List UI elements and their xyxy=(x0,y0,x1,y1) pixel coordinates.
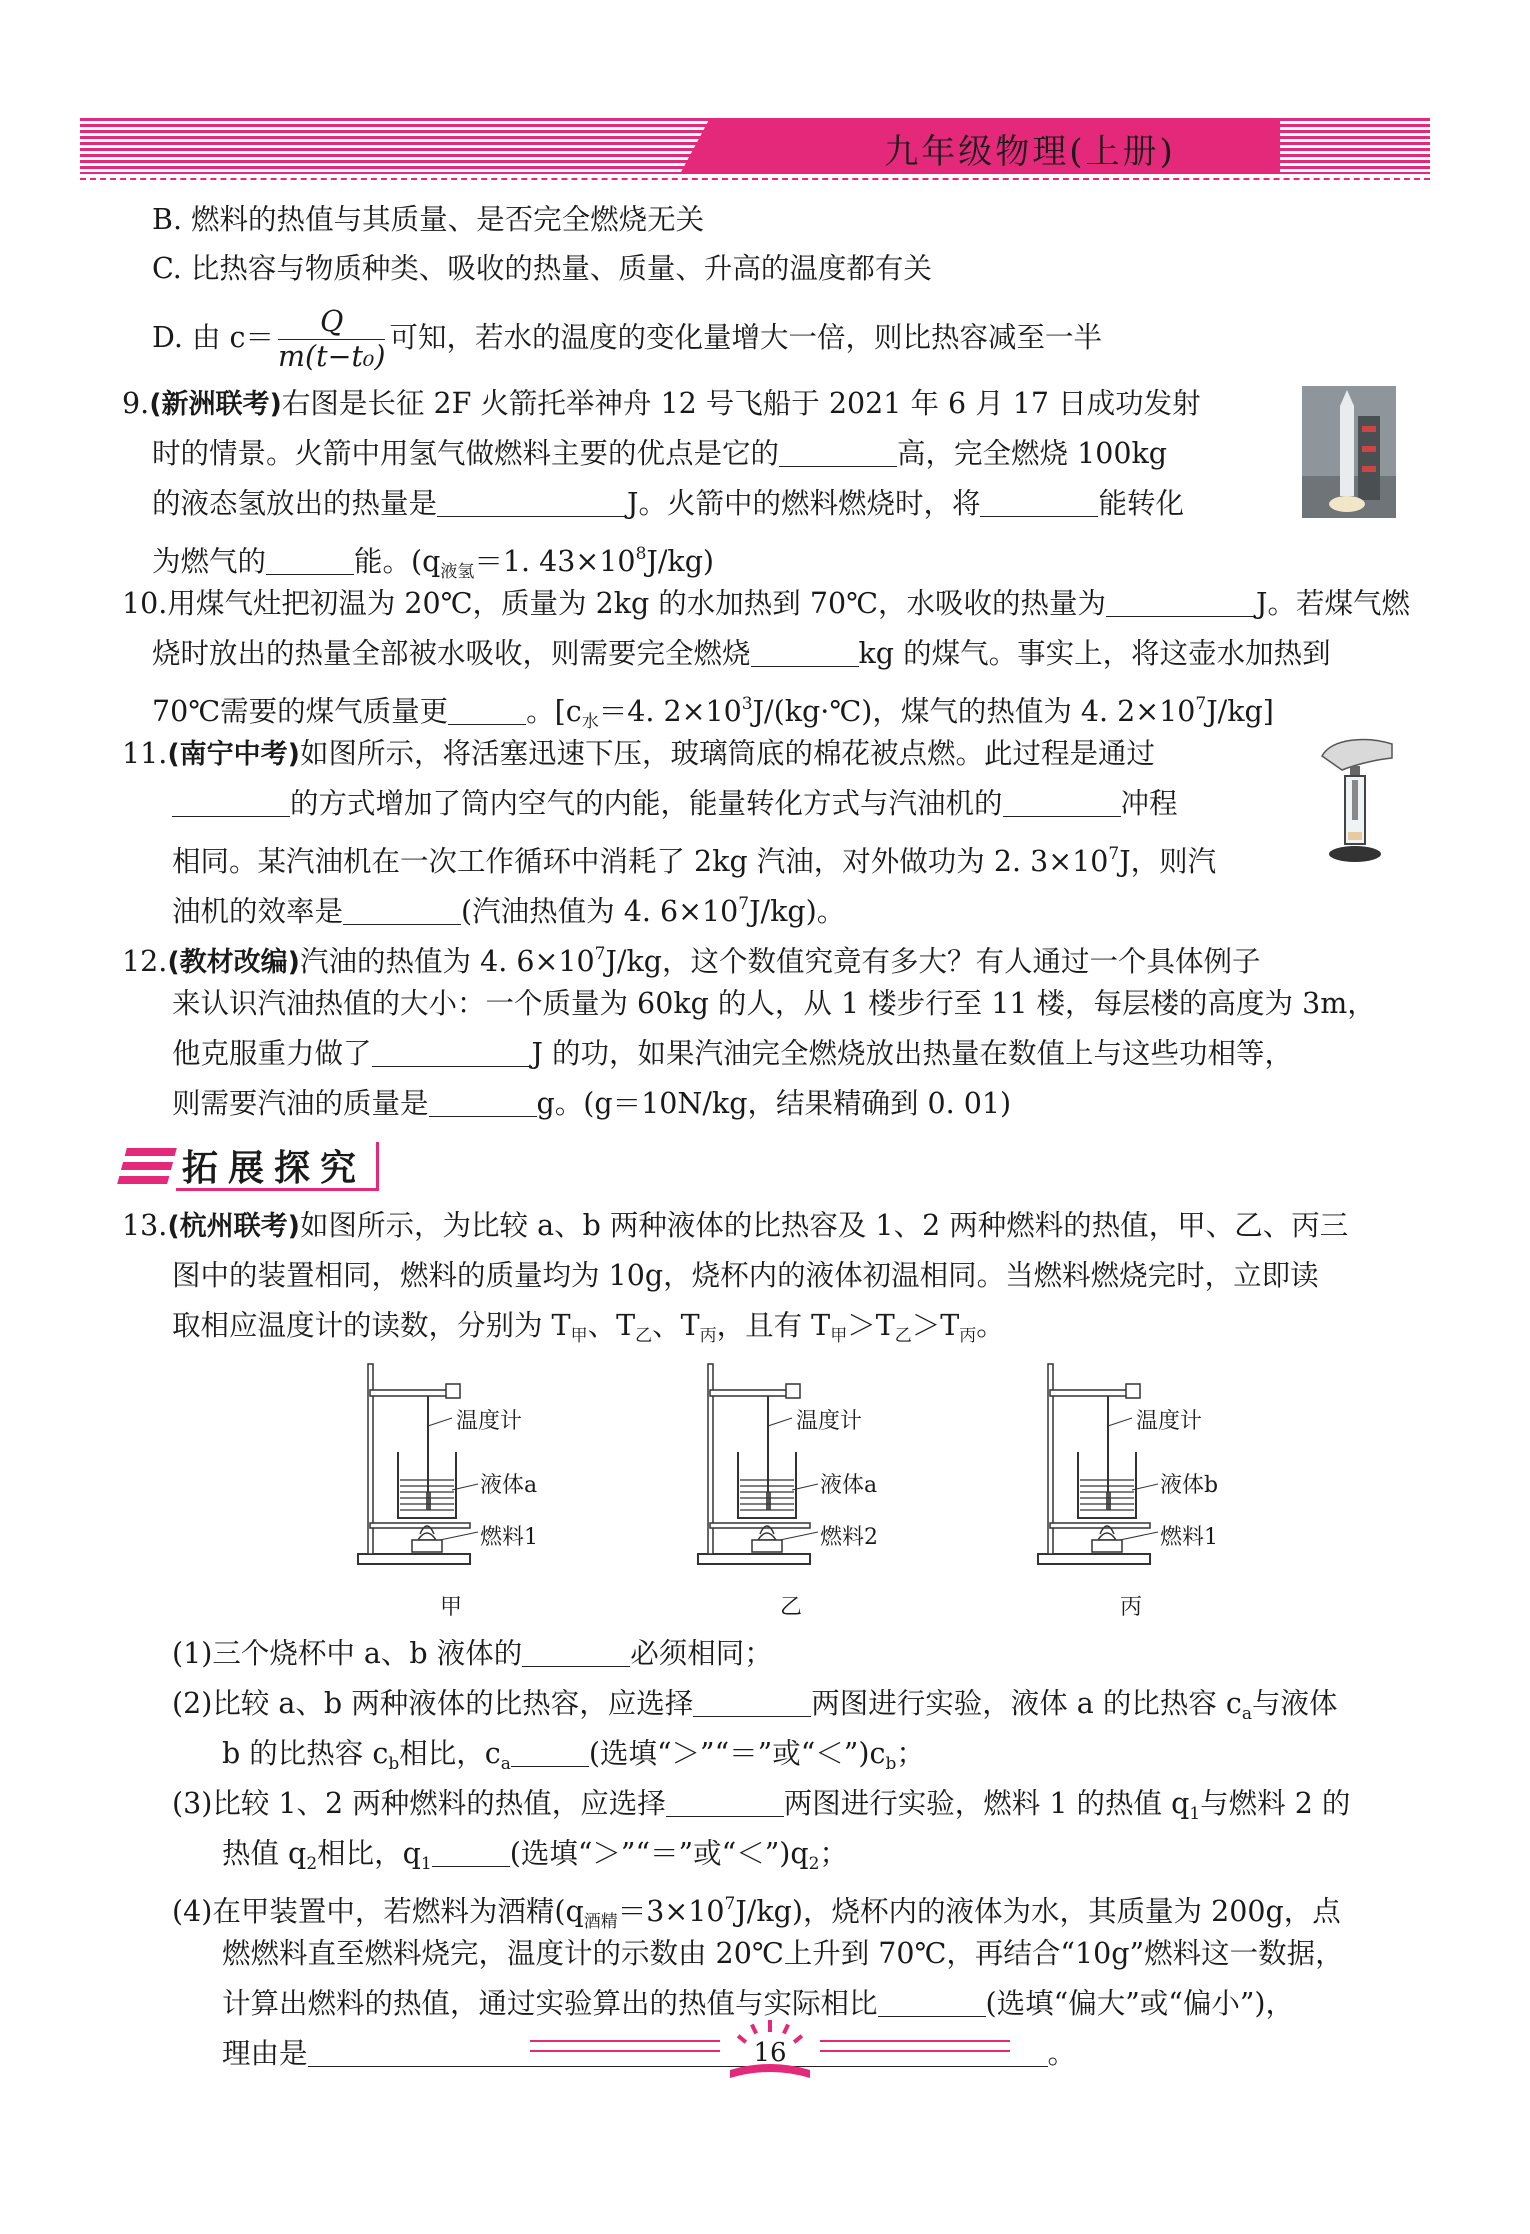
thermometer-bulb xyxy=(426,1492,431,1510)
page-number: 16 xyxy=(753,2038,787,2068)
answer-blank[interactable] xyxy=(878,1986,986,2017)
label-leader xyxy=(780,1532,818,1540)
label-leader xyxy=(1120,1532,1158,1540)
figure-caption: 甲 xyxy=(440,1595,463,1620)
q11-line-2: 的方式增加了筒内空气的内能，能量转化方式与汽油机的 冲程 xyxy=(172,784,1178,824)
question-source-tag: (南宁中考) xyxy=(167,739,301,770)
section-title: 拓展探究 xyxy=(182,1148,367,1189)
q13-part-3-line-1: (3)比较 1、2 两种燃料的热值，应选择 两图进行实验，燃料 1 的热值 $q_1$与燃料 2 的 xyxy=(172,1787,1351,1824)
answer-blank[interactable] xyxy=(511,1736,589,1767)
label-fuel: 燃料1 xyxy=(480,1525,538,1550)
q10-line-2: 烧时放出的热量全部被水吸收，则需要完全燃烧 kg 的煤气。事实上，将这壶水加热到 xyxy=(152,637,1331,670)
clamp-knob xyxy=(1126,1384,1140,1398)
label-thermometer: 温度计 xyxy=(456,1409,523,1434)
label-thermometer: 温度计 xyxy=(796,1409,863,1434)
q10-line-3: 70℃需要的煤气质量更 。[$c_水=4$. $2\times 10^3J/(kg\cdot℃)$，煤气的热值为 4. $2\times 10^7J/kg$] xyxy=(152,694,1274,732)
base xyxy=(358,1554,470,1564)
q12-line-2: 来认识汽油热值的大小：一个质量为 60kg 的人，从 1 楼步行至 11 楼，每层楼的高度为 3m， xyxy=(172,987,1376,1020)
q13-part-4-line-2: 燃燃料直至燃料烧完，温度计的示数由 20℃上升到 70℃，再结合“10g”燃料这一数据， xyxy=(222,1937,1344,1970)
burner xyxy=(412,1540,442,1552)
formula-fraction: $\frac{Q}{\text{m(t−t₀)}}$ xyxy=(277,305,386,373)
section-banner-stripes xyxy=(117,1148,177,1184)
footer-rule-left xyxy=(530,2040,720,2042)
answer-blank[interactable] xyxy=(522,1636,630,1667)
header-divider xyxy=(80,178,1430,180)
label-fuel: 燃料2 xyxy=(820,1525,878,1550)
figure-caption: 丙 xyxy=(1120,1595,1143,1620)
q13-part-4-line-3: 计算出燃料的热值，通过实验算出的热值与实际相比 (选填“偏大”或“偏小”)， xyxy=(222,1987,1295,2020)
footer-rule-right xyxy=(820,2040,1010,2042)
ring-support xyxy=(710,1523,810,1528)
q13-line-2: 图中的装置相同，燃料的质量均为 10g，烧杯内的液体初温相同。当燃料燃烧完时，立即读 xyxy=(172,1259,1319,1292)
question-source-tag: (新洲联考) xyxy=(149,389,282,420)
thermometer-bulb xyxy=(1106,1492,1111,1510)
label-liquid: 液体b xyxy=(1160,1473,1219,1498)
answer-blank[interactable] xyxy=(343,894,461,925)
clamp-arm xyxy=(370,1390,452,1396)
section-banner xyxy=(122,1138,392,1194)
answer-blank[interactable] xyxy=(432,1836,510,1867)
q13-line-3: 取相应温度计的读数，分别为 $T_甲$、$T_乙$、$T_丙$，且有 $T_甲>T_乙>T_丙$。 xyxy=(172,1309,1005,1346)
label-leader xyxy=(428,1418,452,1426)
question-source-tag: (杭州联考) xyxy=(167,1211,301,1242)
header-title: 九年级物理(上册) xyxy=(884,132,1176,172)
label-liquid: 液体a xyxy=(820,1473,878,1498)
burner xyxy=(1092,1540,1122,1552)
answer-blank[interactable] xyxy=(437,486,627,517)
base xyxy=(1038,1554,1150,1564)
ring-support xyxy=(1050,1523,1150,1528)
label-leader xyxy=(440,1532,478,1540)
q12-line-1: 12.(教材改编)汽油的热值为 4. $6\times 10^7J/kg$，这个数值究竟有多大？有人通过一个具体例子 xyxy=(122,944,1261,978)
label-thermometer: 温度计 xyxy=(1136,1409,1203,1434)
q8-option-c: C. 比热容与物质种类、吸收的热量、质量、升高的温度都有关 xyxy=(152,252,932,285)
answer-blank[interactable] xyxy=(1106,586,1256,617)
base xyxy=(698,1554,810,1564)
page-header xyxy=(80,118,1430,174)
answer-blank[interactable] xyxy=(779,436,897,467)
answer-blank[interactable] xyxy=(429,1086,537,1117)
label-leader xyxy=(768,1418,792,1426)
q8-option-d: D. 由 c＝ $\frac{Q}{\text{m(t−t₀)}}$ 可知，若水的温度的变化量增大一倍，则比热容减至一半 xyxy=(152,305,1102,373)
answer-blank[interactable] xyxy=(751,636,859,667)
q9-line-4: 为燃气的 能。($q_{液氢}=1$. $43\times 10^8J/kg$) xyxy=(152,544,715,582)
q11-line-3: 相同。某汽油机在一次工作循环中消耗了 2kg 汽油，对外做功为 2. $3\times 10^7J$，则汽 xyxy=(172,844,1217,878)
q13-part-2-line-1: (2)比较 a、b 两种液体的比热容，应选择 两图进行实验，液体 a 的比热容 $c_a$与液体 xyxy=(172,1687,1338,1724)
q9-line-3: 的液态氢放出的热量是 J。火箭中的燃料燃烧时，将 能转化 xyxy=(152,487,1184,520)
answer-blank[interactable] xyxy=(666,1786,784,1817)
label-liquid: 液体a xyxy=(480,1473,538,1498)
fire-piston-picture xyxy=(1312,736,1402,866)
q13-part-1: (1)三个烧杯中 a、b 液体的 必须相同； xyxy=(172,1637,773,1670)
q12-line-4: 则需要汽油的质量是 g。(g＝10N/kg，结果精确到 0. 01) xyxy=(172,1087,1012,1120)
q12-line-3: 他克服重力做了 J 的功，如果汽油完全燃烧放出热量在数值上与这些功相等， xyxy=(172,1037,1294,1070)
answer-blank[interactable] xyxy=(1003,786,1121,817)
q8-option-b: B. 燃料的热值与其质量、是否完全燃烧无关 xyxy=(152,203,705,236)
answer-blank[interactable] xyxy=(266,544,354,575)
q10-line-1: 10.用煤气灶把初温为 20℃，质量为 2kg 的水加热到 70℃，水吸收的热量为 J。若煤气燃 xyxy=(122,587,1410,620)
answer-blank[interactable] xyxy=(372,1036,532,1067)
thermometer-bulb xyxy=(766,1492,771,1510)
q9-line-1: 9.(新洲联考)右图是长征 2F 火箭托举神舟 12 号飞船于 2021 年 6 月 17 日成功发射 xyxy=(122,387,1201,420)
q11-line-1: 11.(南宁中考)如图所示，将活塞迅速下压，玻璃筒底的棉花被点燃。此过程是通过 xyxy=(122,737,1156,770)
clamp-knob xyxy=(786,1384,800,1398)
label-fuel: 燃料1 xyxy=(1160,1525,1218,1550)
burner xyxy=(752,1540,782,1552)
q9-line-2: 时的情景。火箭中用氢气做燃料主要的优点是它的 高，完全燃烧 100kg xyxy=(152,437,1167,470)
clamp-arm xyxy=(1050,1390,1132,1396)
clamp-knob xyxy=(446,1384,460,1398)
q13-part-4-line-4: 理由是 。 xyxy=(222,2037,1077,2070)
answer-blank[interactable] xyxy=(172,786,290,817)
question-source-tag: (教材改编) xyxy=(167,947,301,978)
figure-caption: 乙 xyxy=(780,1595,803,1620)
ring-support xyxy=(370,1523,470,1528)
clamp-arm xyxy=(710,1390,792,1396)
label-leader xyxy=(1108,1418,1132,1426)
q13-line-1: 13.(杭州联考)如图所示，为比较 a、b 两种液体的比热容及 1、2 两种燃料的热值，甲、乙、丙三 xyxy=(122,1209,1349,1242)
footer-rule-right-2 xyxy=(820,2050,1010,2052)
rocket-launch-photo xyxy=(1302,386,1396,518)
footer-rule-left-2 xyxy=(530,2050,720,2052)
answer-blank[interactable] xyxy=(980,486,1098,517)
q11-line-4: 油机的效率是 (汽油热值为 4. $6\times 10^7J/kg$)。 xyxy=(172,894,846,928)
answer-blank[interactable] xyxy=(693,1686,811,1717)
q13-part-4-line-1: (4)在甲装置中，若燃料为酒精$(q_{酒精}=3\times 10^7J/kg)$，烧杯内的液体为水，其质量为 200g，点 xyxy=(172,1894,1341,1932)
q13-part-3-line-2: 热值 $q_2$相比，$q_1$ (选填“＞”“＝”或“$<”)q_2$； xyxy=(222,1837,848,1874)
answer-blank[interactable] xyxy=(448,694,526,725)
q13-part-2-line-2: b 的比热容 $c_b$相比，$c_a$ (选填“＞”“＝”或“$<”)c_b$； xyxy=(222,1737,925,1774)
